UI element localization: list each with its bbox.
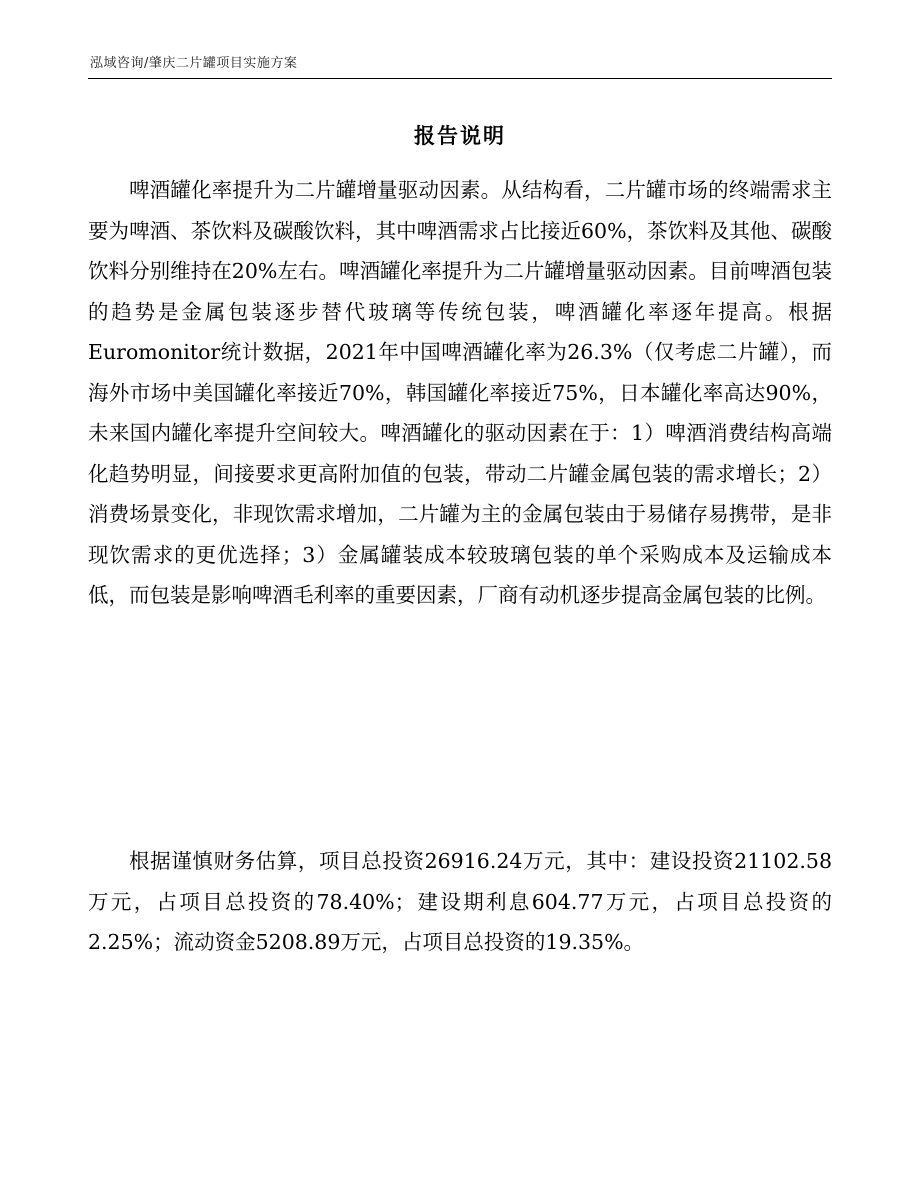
body-paragraph-2: 根据谨慎财务估算，项目总投资26916.24万元，其中：建设投资21102.58万元，占项目总投资的78.40%；建设期利息604.77万元，占项目总投资的2.25%；流动资金5208.89万元，占项目总投资的19.35%。 [88,849,832,954]
page-title: 报告说明 [414,124,506,148]
header-divider [88,78,832,79]
body-paragraph-1: 啤酒罐化率提升为二片罐增量驱动因素。从结构看，二片罐市场的终端需求主要为啤酒、茶饮料及碳酸饮料，其中啤酒需求占比接近60%，茶饮料及其他、碳酸饮料分别维持在20%左右。啤酒罐化率提升为二片罐增量驱动因素。目前啤酒包装的趋势是金属包装逐步替代玻璃等传统包装，啤酒罐化率逐年提高。根据Euromonitor统计数据，2021年中国啤酒罐化率为26.3%（仅考虑二片罐），而海外市场中美国罐化率接近70%，韩国罐化率接近75%，日本罐化率高达90%，未来国内罐化率提升空间较大。啤酒罐化的驱动因素在于：1）啤酒消费结构高端化趋势明显，间接要求更高附加值的包装，带动二片罐金属包装的需求增长；2）消费场景变化，非现饮需求增加，二片罐为主的金属包装由于易储存易携带，是非现饮需求的更优选择；3）金属罐装成本较玻璃包装的单个采购成本及运输成本低，而包装是影响啤酒毛利率的重要因素，厂商有动机逐步提高金属包装的比例。 [88,178,832,607]
running-header: 泓域咨询/肇庆二片罐项目实施方案 [90,56,298,71]
